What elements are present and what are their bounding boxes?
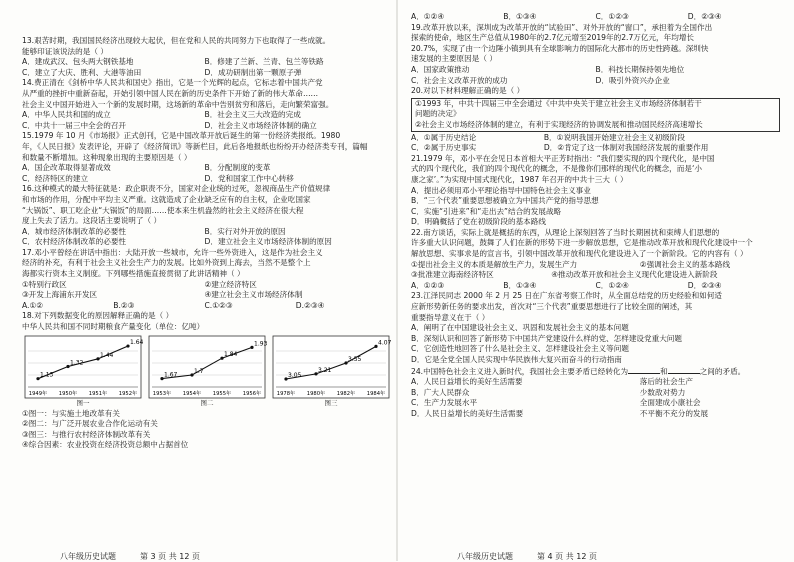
chart-frame xyxy=(25,336,141,398)
q16-stem-3: “大锅饭”、职工吃企业“大锅饭”的局面……使本来生机盎然的社会主义经济在很大程 xyxy=(22,205,304,215)
question-20 xyxy=(411,86,780,154)
chart-1-svg xyxy=(24,335,142,399)
question-17 xyxy=(22,248,387,312)
page-4-number: 第 4 页 共 12 页 xyxy=(537,552,597,561)
q13-stem-1: 13.艰苦时期，我国国民经济出现较大起伏，但在党和人民的共同努力下也取得了一些成就。 xyxy=(22,36,331,45)
chart-data-label: 1.32 xyxy=(70,359,84,367)
q19-stem-4: 速发展的主要原因是（ ） xyxy=(411,54,497,64)
chart-data-label: 1.44 xyxy=(100,351,114,359)
q20-option-b: B．①说明我国开始建立社会主义初级阶段 xyxy=(543,132,685,142)
chart-tick-label: 1954年 xyxy=(182,390,202,397)
q19-option-b: B．科技长期保持领先地位 xyxy=(595,64,685,74)
chart-3-caption: 图三 xyxy=(324,398,338,407)
q18-answer-a: A．①②④ xyxy=(411,12,445,21)
q23-option-b: B．深刻认识和回答了新形势下中国共产党建设什么样的党、怎样建设党重大问题 xyxy=(411,333,682,343)
question-24 xyxy=(411,366,780,420)
q20-material-1b: 问题的决定》 xyxy=(415,109,461,119)
q16-stem-2: 和市场的作用，分配中平均主义严重。这就造成了企业缺乏应有的自主权，企业吃国家 xyxy=(22,194,311,204)
q24-option-c-2: 全面建成小康社会 xyxy=(639,398,701,408)
chart-2-caption: 图二 xyxy=(200,398,214,407)
q21-option-d: D．明确概括了党在初级阶段的基本路线 xyxy=(411,217,546,227)
q24-stem-after: 之间的矛盾。 xyxy=(699,366,746,376)
q21-stem-3: 康之家’。”为实现中国式现代化，1987 年召开的中共十三大（ ） xyxy=(411,174,628,184)
q22-stem-3: 解放思想、实事求是的宣言书，引领中国改革开放和现代化建设进入了一个新阶段。它的内容有（ ） xyxy=(411,249,748,259)
question-21 xyxy=(411,154,780,228)
q22-stem-2: 许多重大认识问题，鼓舞了人们在新的形势下进一步解放思想，它是推动改革开放和现代化建设中一个 xyxy=(411,238,753,248)
q23-stem-1: 23.江泽民同志 2000 年 2 月 25 日在广东省考察工作时，从全面总结党的历史经验和如何适 xyxy=(411,291,722,301)
question-13 xyxy=(22,36,387,78)
q17-answer-c: C.①②③ xyxy=(204,300,233,310)
chart-data-label: 3.55 xyxy=(348,355,362,363)
q18-stem-1: 18.对下列数据变化的原因解释正确的是（ ） xyxy=(22,311,174,321)
q24-option-d-1: D．人民日益增长的美好生活需要 xyxy=(411,408,524,418)
chart-tick-label: 1978年 xyxy=(276,390,296,397)
q14-option-d: D．社会主义市场经济体制的确立 xyxy=(204,120,317,130)
q17-item-2: ②建立经济特区 xyxy=(204,279,257,289)
chart-tick-label: 1951年 xyxy=(88,390,108,397)
q17-stem-1: 17.邓小平曾经在讲话中指出：大陆开放一些城市，允许一些外资进入，这是作为社会主义 xyxy=(22,247,323,257)
chart-tick-label: 1984年 xyxy=(366,390,386,397)
chart-2 xyxy=(148,335,266,407)
q13-option-b: B．修建了兰新、兰青、包兰等铁路 xyxy=(204,57,324,67)
q22-item-1: ①提出社会主义的本质是解放生产力，发展生产力 xyxy=(411,259,578,269)
q15-option-a: A．国企改革取得显著成效 xyxy=(22,163,111,173)
q24-blank-1 xyxy=(628,366,660,374)
chart-data-label: 3.21 xyxy=(318,366,332,374)
q15-stem-1: 15.1979 年 10 月《市场报》正式创刊，它是中国改革开放后诞生的第一份经济类报纸。1980 xyxy=(22,131,341,141)
chart-tick-label: 1982年 xyxy=(336,390,356,397)
q14-stem-1: 14.费正清在《剑桥中华人民共和国史》指出，它是一个光辉的起点，它标志着中国共产党 xyxy=(22,78,323,88)
q23-option-c: C．它创造性地回答了什么是社会主义、怎样建设社会主义等问题 xyxy=(411,344,629,354)
q22-item-3: ③批准建立海南经济特区 xyxy=(411,270,494,280)
q21-option-b: B．“三个代表”重要思想被确立为中国共产党的指导思想 xyxy=(411,196,599,206)
q19-option-d: D．吸引外资兴办企业 xyxy=(595,75,670,85)
chart-data-label: 4.07 xyxy=(378,338,392,346)
page-3-number: 第 3 页 共 12 页 xyxy=(140,552,200,561)
q19-stem-1: 19.改革开放以来，深圳成为改革开放的“试验田”、对外开放的“窗口”，承担着为全国作出 xyxy=(411,22,713,32)
q19-option-a: A．国家政策推动 xyxy=(411,64,470,74)
chart-tick-label: 1949年 xyxy=(28,390,48,397)
q16-stem-1: 16.这种模式的最大特征就是：政企职责不分，国家对企业统的过死，忽视商品生产价值规律 xyxy=(22,184,331,194)
q18-answer-b: B．①③④ xyxy=(503,12,537,21)
q18-option-2: ②图二：与广泛开展农业合作化运动有关 xyxy=(22,419,158,429)
page-3-subject: 八年级历史试题 xyxy=(60,552,116,561)
q21-stem-1: 21.1979 年，邓小平在会见日本首相大平正芳时指出：“我们要实现的四个现代化，是中国 xyxy=(411,153,715,163)
q20-stem: 20.对以下材料理解正确的是（ ） xyxy=(411,86,525,96)
chart-tick-label: 1955年 xyxy=(212,390,232,397)
chart-data-label: 3.05 xyxy=(288,371,302,379)
q20-material-2: ②社会主义市场经济体制的建立，有利于实现经济的协调发展和推动国民经济高速增长 xyxy=(415,119,703,129)
chart-2-svg xyxy=(148,335,266,399)
page-3 xyxy=(0,0,397,561)
q20-option-c: C．②属于历史事实 xyxy=(411,143,477,153)
q15-option-d: D．党和国家工作中心转移 xyxy=(204,173,294,183)
q15-option-c: C．经济特区的建立 xyxy=(22,173,89,183)
q23-option-d: D．它是全党全国人民实现中华民族伟大复兴而奋斗的行动指南 xyxy=(411,355,622,364)
q18-answer-d: D．②③④ xyxy=(687,12,722,21)
q17-answer-b: B.②③ xyxy=(113,300,135,310)
q14-option-b: B．社会主义三大改造的完成 xyxy=(204,110,301,120)
q22-answer-a: A．①②③ xyxy=(411,280,445,290)
q13-option-c: C．建立了大庆、胜利、大港等油田 xyxy=(22,67,142,77)
q21-option-a: A．提出必须用邓小平理论指导中国特色社会主义事业 xyxy=(411,185,591,195)
q22-answer-d: D．②③④ xyxy=(687,280,722,290)
q17-stem-3: 海都实行资本主义制度。下列哪些措施直接贯彻了此讲话精神（ ） xyxy=(22,269,245,279)
q20-option-a: A．①属于历史结论 xyxy=(411,132,477,142)
q24-stem-mid: 和 xyxy=(660,366,668,376)
q16-option-a: A．城市经济体制改革的必要性 xyxy=(22,226,126,236)
q16-option-b: B．实行对外开放的原因 xyxy=(204,226,286,236)
q24-option-b-2: 少数敌对势力 xyxy=(639,387,686,397)
q15-stem-3: 和数量不断增加。这种现象出现的主要原因是（ ） xyxy=(22,152,192,162)
q16-stem-4: 度上失去了活力。这段话主要说明了（ ） xyxy=(22,216,162,226)
q24-option-c-1: C．生产力发展水平 xyxy=(411,398,478,408)
q18-option-4: ④综合因素：农业投资在经济投资总额中占据首位 xyxy=(22,440,189,450)
q21-stem-2: 式的四个现代化，我们的四个现代化的概念，不是像你们那样的现代化的概念，而是‘小 xyxy=(411,164,702,174)
chart-tick-label: 1950年 xyxy=(58,390,78,397)
chart-3-svg xyxy=(272,335,390,399)
question-18 xyxy=(22,311,392,451)
question-16 xyxy=(22,184,387,248)
chart-data-label: 1.13 xyxy=(40,371,54,379)
q22-item-4: ④推动改革开放和社会主义现代化建设进入新阶段 xyxy=(551,270,718,280)
q16-option-c: C．农村经济体制改革的必要性 xyxy=(22,237,127,247)
chart-data-label: 1.67 xyxy=(164,371,178,379)
q13-option-a: A．建成武汉、包头两大钢铁基地 xyxy=(22,57,134,67)
q21-option-c: C．实施“引进来”和“走出去”结合的发展战略 xyxy=(411,206,562,216)
q22-answer-b: B．①③④ xyxy=(503,280,537,290)
q15-option-b: B．分配制度的变革 xyxy=(204,163,271,173)
q17-answer-d: D.②③④ xyxy=(295,300,325,310)
q24-option-b-1: B．广大人民群众 xyxy=(411,387,470,397)
q23-stem-3: 重要指导意义在于（ ） xyxy=(411,312,490,322)
chart-1 xyxy=(24,335,142,407)
question-15 xyxy=(22,131,387,184)
q15-stem-2: 年，《人民日报》发表评论，开辟了《经济简讯》等新栏目，此后各地报纸也纷纷开办经济类专刊，篇幅 xyxy=(22,141,368,151)
chart-data-label: 1.93 xyxy=(254,340,268,348)
q17-item-1: ①特别行政区 xyxy=(22,279,67,289)
question-19 xyxy=(411,23,780,87)
q24-stem xyxy=(411,366,780,378)
chart-1-caption: 图一 xyxy=(76,398,90,407)
grain-charts xyxy=(24,335,392,407)
q17-stem-2: 经济的补充，有利于社会主义社会生产力的发展。比如外资到上海去，当然不是整个上 xyxy=(22,258,311,268)
page-4 xyxy=(397,0,794,561)
chart-data-label: 1.64 xyxy=(130,338,144,346)
q23-option-a: A．阐明了在中国建设社会主义、巩固和发展社会主义的基本问题 xyxy=(411,323,629,333)
chart-tick-label: 1952年 xyxy=(118,390,138,397)
q24-option-a-2: 落后的社会生产 xyxy=(639,377,693,387)
question-14 xyxy=(22,78,387,131)
q20-material-1: ①1993 年，中共十四届三中全会通过《中共中央关于建立社会主义市场经济体制若干 xyxy=(415,98,702,108)
chart-tick-label: 1956年 xyxy=(242,390,262,397)
q18-stem-2: 中华人民共和国不同时期粮食产量变化（单位：亿吨） xyxy=(22,322,205,332)
chart-tick-label: 1953年 xyxy=(152,390,172,397)
q18-option-3: ③图三：与推行农村经济体制改革有关 xyxy=(22,429,151,439)
q16-option-d: D．建立社会主义市场经济体制的原因 xyxy=(204,237,332,247)
q24-stem-before: 24.中国特色社会主义进入新时代，我国社会主要矛盾已经转化为 xyxy=(411,366,629,376)
q17-item-3: ③开发上海浦东开发区 xyxy=(22,290,98,300)
q14-option-a: A．中华人民共和国的成立 xyxy=(22,110,111,120)
q13-stem-2: 能够印证该说法的是（ ） xyxy=(22,46,108,56)
q14-stem-2: 从严重的挫折中重新奋起，开始引领中国人民在新的历史条件下开始了新的伟大革命…… xyxy=(22,88,319,98)
q20-material-box xyxy=(411,98,780,132)
q14-option-c: C．中共十一届三中全会的召开 xyxy=(22,120,127,130)
q18-answer-c: C．①②③ xyxy=(595,12,629,21)
q24-blank-2 xyxy=(668,366,700,374)
q19-option-c: C．社会主义改革开放的成功 xyxy=(411,75,508,85)
q14-stem-3: 社会主义中国开始进入一个新的发展时期，这场新的革命中告别贫穷和落后，走向繁荣富强。 xyxy=(22,99,334,109)
question-23 xyxy=(411,291,780,365)
chart-tick-label: 1980年 xyxy=(306,390,326,397)
q24-option-a-1: A．人民日益增长的美好生活需要 xyxy=(411,377,523,387)
chart-3 xyxy=(272,335,390,407)
q17-answer-a: A.①② xyxy=(22,300,44,310)
q19-stem-2: 探索的使命，地区生产总值从1980年的2.7亿元增至2019年的2.7万亿元，年均增长 xyxy=(411,33,695,43)
chart-data-label: 1.84 xyxy=(224,350,238,358)
q13-option-d: D．成功研制出第一颗原子弹 xyxy=(204,67,302,77)
q24-option-d-2: 不平衡不充分的发展 xyxy=(639,408,709,418)
q18-option-1: ①图一：与实施土地改革有关 xyxy=(22,408,120,418)
q22-stem-1: 22.南方谈话，实际上就是概括的东西，从理论上深刻回答了当时长期困扰和束缚人们思想的 xyxy=(411,227,720,237)
page-4-subject: 八年级历史试题 xyxy=(457,552,513,561)
q22-answer-c: C．①②④ xyxy=(595,280,629,290)
chart-data-label: 1.7 xyxy=(194,367,204,375)
q20-option-d: D．②肯定了这一体制对我国经济发展的重要作用 xyxy=(543,143,709,153)
q23-stem-2: 应新形势新任务的要求出发，首次对“三个代表”重要思想进行了比较全面的阐述，其 xyxy=(411,302,693,312)
question-22 xyxy=(411,228,780,292)
q19-stem-3: 20.7%，实现了由一个边陲小镇到具有全球影响力的国际化大都市的历史性跨越。深圳快 xyxy=(411,43,709,53)
q17-item-4: ④建立社会主义市场经济体制 xyxy=(204,290,303,300)
q22-item-2: ②强调社会主义的基本路线 xyxy=(639,259,731,269)
q18-answers xyxy=(411,12,780,23)
